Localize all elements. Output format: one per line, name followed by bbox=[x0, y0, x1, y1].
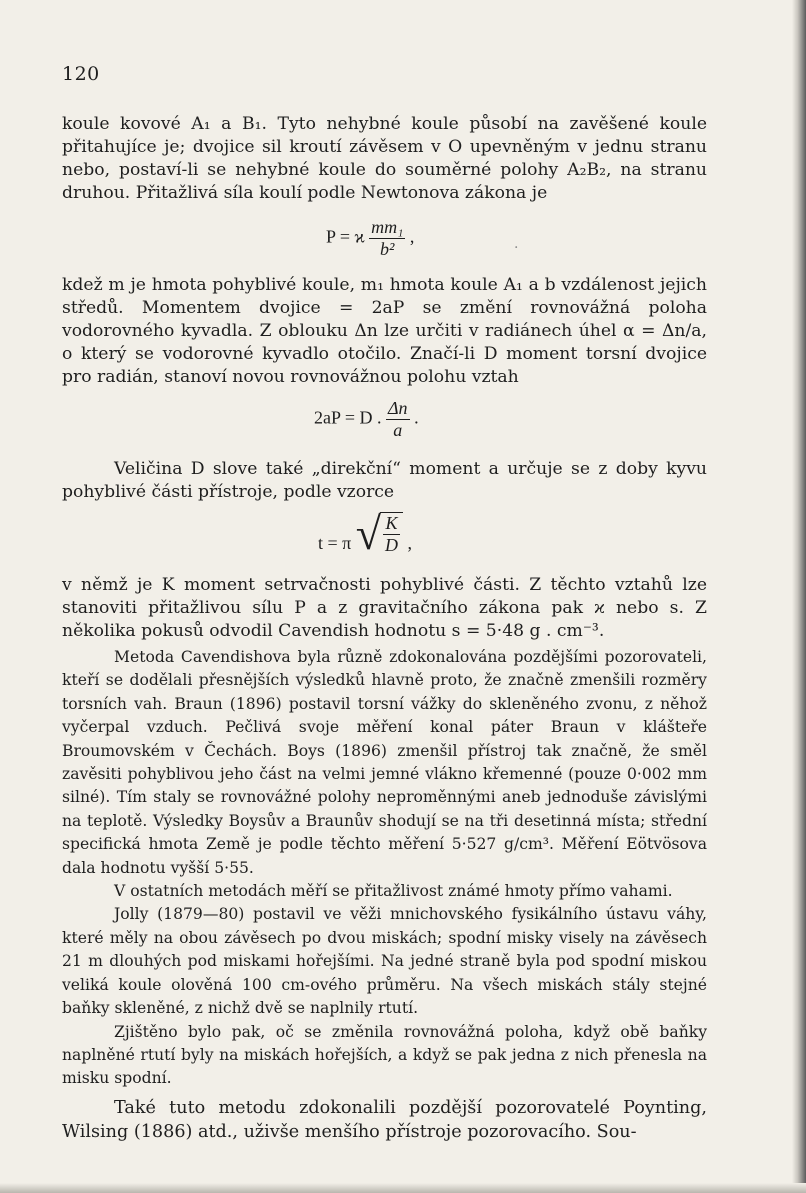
paragraph-2-block bbox=[62, 274, 707, 389]
formula-torsion-denominator: a bbox=[393, 420, 403, 440]
paragraph-3-block bbox=[62, 458, 707, 504]
formula-period bbox=[318, 508, 412, 559]
paragraph-1: koule kovové A₁ a B₁. Tyto nehybné koule působí na zavěšené koule přitahujíce je; dvojice sil kroutí závěsem v O upevněným v jednu stranu nebo, postaví-li se nehybné koule do souměrné polohy A₂B₂, na stranu druhou. Přitažlivá síla koulí podle Newtonova zákona je bbox=[62, 114, 707, 204]
paragraph-5: Metoda Cavendishova byla různě zdokonalována pozdějšími pozorovateli, kteří se dodělali přesnějších výsledků hlavně proto, že značně zmenšili rozměry torsních vah. Braun (1896) postavil torsní vážky do skleněného zvonu, z něhož vyčerpal vzduch. Pečlivá svoje měření konal páter Braun v klášteře Broumovském v Čechách. Boys (1896) zmenšil přístroj tak značně, že směl zavěsiti pohyblivou jeho část na velmi jemné vlákno křemenné (pouze 0·002 mm silné). Tím staly se rovnovážné polohy neproměnnými aneb jednoduše závislými na teplotě. Výsledky Boysův a Braunův shodují se na tři desetinná místa; střední specifická hmota Země je podle těchto měření 5·527 g/cm³. Měření Eötvösova dala hodnotu vyšší 5·55. bbox=[62, 648, 707, 877]
formula-period-lhs: t = π bbox=[318, 533, 352, 553]
page-edge-shadow bbox=[792, 0, 806, 1193]
formula-period-sqrt bbox=[355, 508, 403, 559]
formula-period-denominator: D bbox=[385, 535, 398, 555]
formula-torsion-tail: . bbox=[414, 407, 419, 428]
speck-mark: · bbox=[514, 240, 519, 256]
paragraph-2: kdež m je hmota pohyblivé koule, m₁ hmota koule A₁ a b vzdálenost jejich středů. Momentem dvojice = 2aP se změní rovnovážná poloha vodorovného kyvadla. Z oblouku Δn lze určiti v radiánech úhel α = Δn/a, o který se vodorovné kyvadlo otočilo. Značí-li D moment torsní dvojice pro radián, stanoví novou rovnovážnou polohu vztah bbox=[62, 275, 707, 388]
formula-newton-lhs: P = ϰ bbox=[326, 226, 365, 247]
formula-newton-numerator: mm₁ bbox=[371, 217, 404, 237]
formula-torsion-fraction bbox=[386, 398, 410, 441]
formula-period-radicand bbox=[380, 512, 403, 556]
small-print-block bbox=[62, 646, 707, 1091]
radical-sign: √ bbox=[355, 508, 381, 559]
paragraph-1-block bbox=[62, 113, 707, 205]
formula-newton-fraction bbox=[369, 217, 405, 260]
paragraph-6: V ostatních metodách měří se přitažlivost známé hmoty přímo vahami. bbox=[114, 882, 673, 901]
formula-newton-denominator: b² bbox=[380, 239, 395, 259]
paragraph-3: Veličina D slove také „direkční“ moment a určuje se z doby kyvu pohyblivé části přístroje, podle vzorce bbox=[62, 459, 707, 503]
formula-newton-tail: , bbox=[409, 226, 415, 247]
formula-newton bbox=[326, 217, 414, 260]
page-number: 120 bbox=[62, 63, 100, 85]
paragraph-9-block bbox=[62, 1096, 707, 1144]
paragraph-9: Také tuto metodu zdokonalili pozdější pozorovatelé Poynting, Wilsing (1886) atd., uživše menšího přístroje pozorovacího. Sou- bbox=[62, 1098, 707, 1142]
formula-torsion-numerator: Δn bbox=[387, 398, 408, 418]
paragraph-4-block bbox=[62, 574, 707, 643]
formula-torsion-lhs: 2aP = D . bbox=[314, 407, 382, 428]
formula-period-fraction bbox=[383, 513, 400, 556]
paragraph-7: Jolly (1879—80) postavil ve věži mnichovského fysikálního ústavu váhy, které měly na obou závěsech po dvou miskách; spodní misky visely na závěsech 21 m dlouhých pod miskami hořejšími. Na jedné straně byla pod spodní miskou veliká koule olověná 100 cm-ového průměru. Na všech miskách stály stejné baňky skleněné, z nichž dvě se naplnily rtutí. bbox=[62, 905, 707, 1018]
paragraph-8: Zjištěno bylo pak, oč se změnila rovnovážná poloha, když obě baňky naplněné rtutí byly na miskách hořejších, a když se pak jedna z nich přenesla na misku spodní. bbox=[62, 1022, 707, 1088]
paragraph-4: v němž je K moment setrvačnosti pohyblivé části. Z těchto vztahů lze stanoviti přitažlivou sílu P a z gravitačního zákona pak ϰ nebo s. Z několika pokusů odvodil Cavendish hodnotu s = 5·48 g . cm⁻³. bbox=[62, 575, 707, 642]
page-bottom-shadow bbox=[0, 1183, 806, 1193]
formula-torsion bbox=[314, 398, 419, 441]
formula-period-numerator: K bbox=[383, 513, 400, 535]
formula-period-tail: , bbox=[407, 533, 412, 553]
